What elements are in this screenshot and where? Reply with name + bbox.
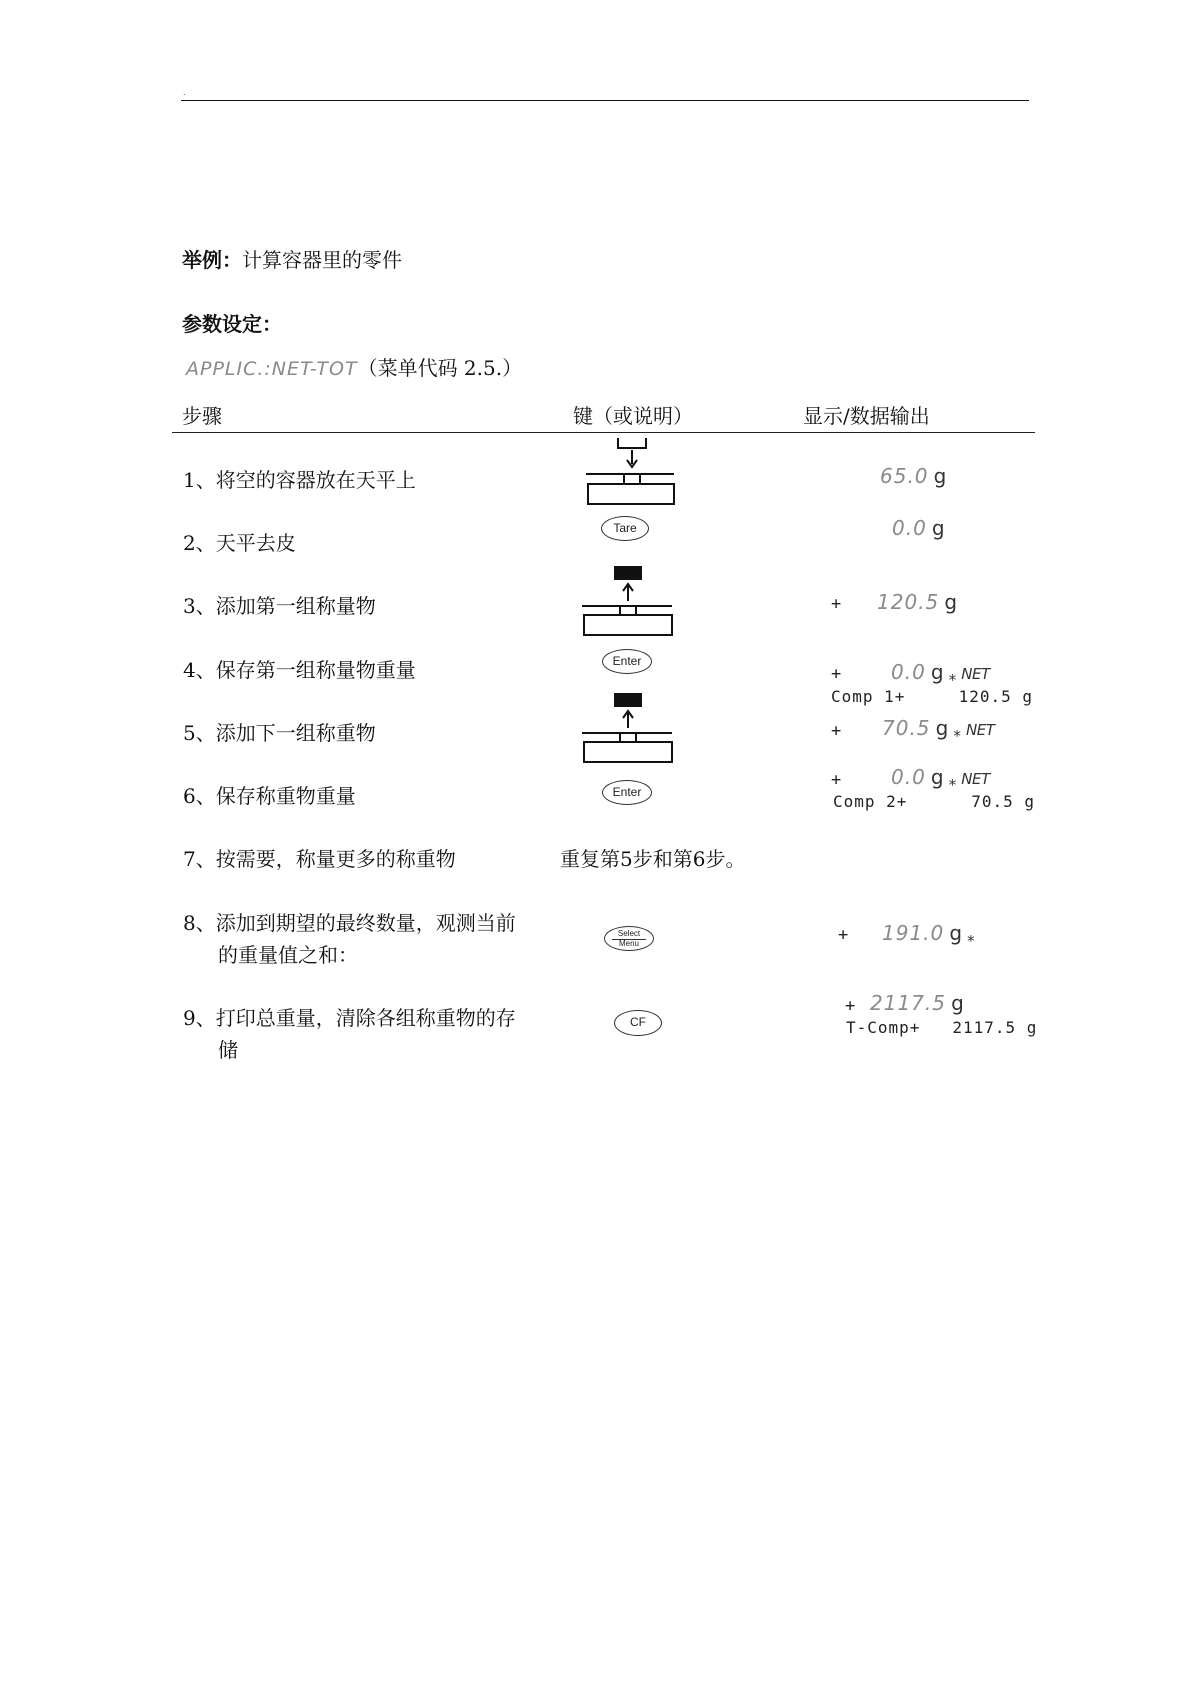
step-7-text: 7、按需要，称量更多的称重物 bbox=[183, 847, 456, 871]
display-unit: g bbox=[935, 716, 949, 740]
display-plus: + bbox=[838, 925, 849, 945]
display-value: 191.0 bbox=[882, 921, 945, 945]
stability-star: * bbox=[953, 727, 961, 745]
tare-key: Tare bbox=[601, 516, 649, 541]
enter-key: Enter bbox=[602, 649, 652, 674]
display-plus: + bbox=[831, 664, 842, 684]
display-plus: + bbox=[831, 594, 842, 614]
stability-star: * bbox=[948, 776, 957, 794]
step-6-text: 6、保存称重物重量 bbox=[183, 784, 356, 808]
select-menu-key bbox=[604, 926, 654, 951]
display-value: 0.0 bbox=[891, 660, 926, 684]
step-1-text: 1、将空的容器放在天平上 bbox=[183, 468, 416, 492]
display-unit: g bbox=[930, 660, 944, 684]
step-7-instruction: 重复第5步和第6步。 bbox=[560, 847, 746, 871]
printout-step-9: T-Comp+ 2117.5 g bbox=[846, 1018, 1038, 1037]
display-value: 0.0 bbox=[892, 516, 927, 540]
display-plus: + bbox=[831, 770, 842, 790]
step-9-text: 9、打印总重量，清除各组称重物的存 bbox=[183, 1006, 516, 1030]
col-header-step: 步骤 bbox=[182, 404, 222, 428]
net-indicator: NET bbox=[961, 665, 990, 683]
display-unit: g bbox=[931, 516, 945, 540]
col-header-key: 键（或说明） bbox=[573, 404, 693, 428]
enter-key: Enter bbox=[602, 780, 652, 805]
net-indicator: NET bbox=[966, 721, 995, 739]
menu-label: Menu bbox=[618, 939, 639, 948]
display-value: 120.5 bbox=[877, 590, 940, 614]
place-container-icon bbox=[580, 436, 680, 508]
display-step-8 bbox=[882, 921, 975, 950]
select-label: Select bbox=[617, 929, 641, 938]
display-unit: g bbox=[949, 921, 963, 945]
display-step-4 bbox=[891, 660, 990, 689]
stability-star: * bbox=[948, 671, 957, 689]
example-text: 计算容器里的零件 bbox=[242, 248, 402, 272]
display-step-5 bbox=[882, 716, 995, 745]
step-3-text: 3、添加第一组称量物 bbox=[183, 594, 376, 618]
header-rule bbox=[181, 100, 1029, 101]
display-unit: g bbox=[933, 464, 947, 488]
menu-code: （菜单代码 2.5.） bbox=[357, 356, 523, 380]
example-line bbox=[182, 244, 402, 273]
display-unit: g bbox=[951, 991, 964, 1015]
step-8-text-cont: 的重量值之和： bbox=[218, 943, 358, 967]
display-value: 0.0 bbox=[891, 765, 926, 789]
display-value: 70.5 bbox=[882, 716, 931, 740]
display-step-1 bbox=[880, 464, 946, 488]
step-9-text-cont: 储 bbox=[218, 1038, 238, 1062]
add-weight-icon bbox=[578, 693, 678, 765]
display-step-2 bbox=[892, 516, 945, 540]
step-4-text: 4、保存第一组称量物重量 bbox=[183, 658, 416, 682]
display-plus: + bbox=[845, 996, 856, 1016]
cf-key: CF bbox=[614, 1010, 662, 1036]
step-5-text: 5、添加下一组称重物 bbox=[183, 721, 376, 745]
printout-step-4: Comp 1+ 120.5 g bbox=[831, 687, 1034, 706]
printout-step-6: Comp 2+ 70.5 g bbox=[833, 792, 1036, 811]
display-step-6 bbox=[891, 765, 990, 794]
params-line bbox=[186, 352, 522, 381]
params-heading: 参数设定： bbox=[182, 312, 282, 336]
table-header-rule bbox=[172, 432, 1035, 433]
step-8-text: 8、添加到期望的最终数量，观测当前 bbox=[183, 911, 516, 935]
display-plus: + bbox=[831, 721, 842, 741]
col-header-display: 显示/数据输出 bbox=[803, 404, 930, 428]
add-weight-icon bbox=[578, 566, 678, 638]
display-unit: g bbox=[930, 765, 944, 789]
step-2-text: 2、天平去皮 bbox=[183, 531, 296, 555]
display-value: 65.0 bbox=[880, 464, 929, 488]
lcd-code: APPLIC.:NET-TOT bbox=[186, 358, 358, 380]
display-unit: g bbox=[944, 590, 958, 614]
example-label: 举例： bbox=[182, 248, 242, 272]
display-step-9 bbox=[870, 991, 964, 1015]
stability-star: * bbox=[967, 932, 975, 950]
display-step-3 bbox=[877, 590, 957, 614]
display-value: 2117.5 bbox=[870, 991, 946, 1015]
header-dot: . bbox=[183, 88, 186, 97]
net-indicator: NET bbox=[961, 770, 990, 788]
